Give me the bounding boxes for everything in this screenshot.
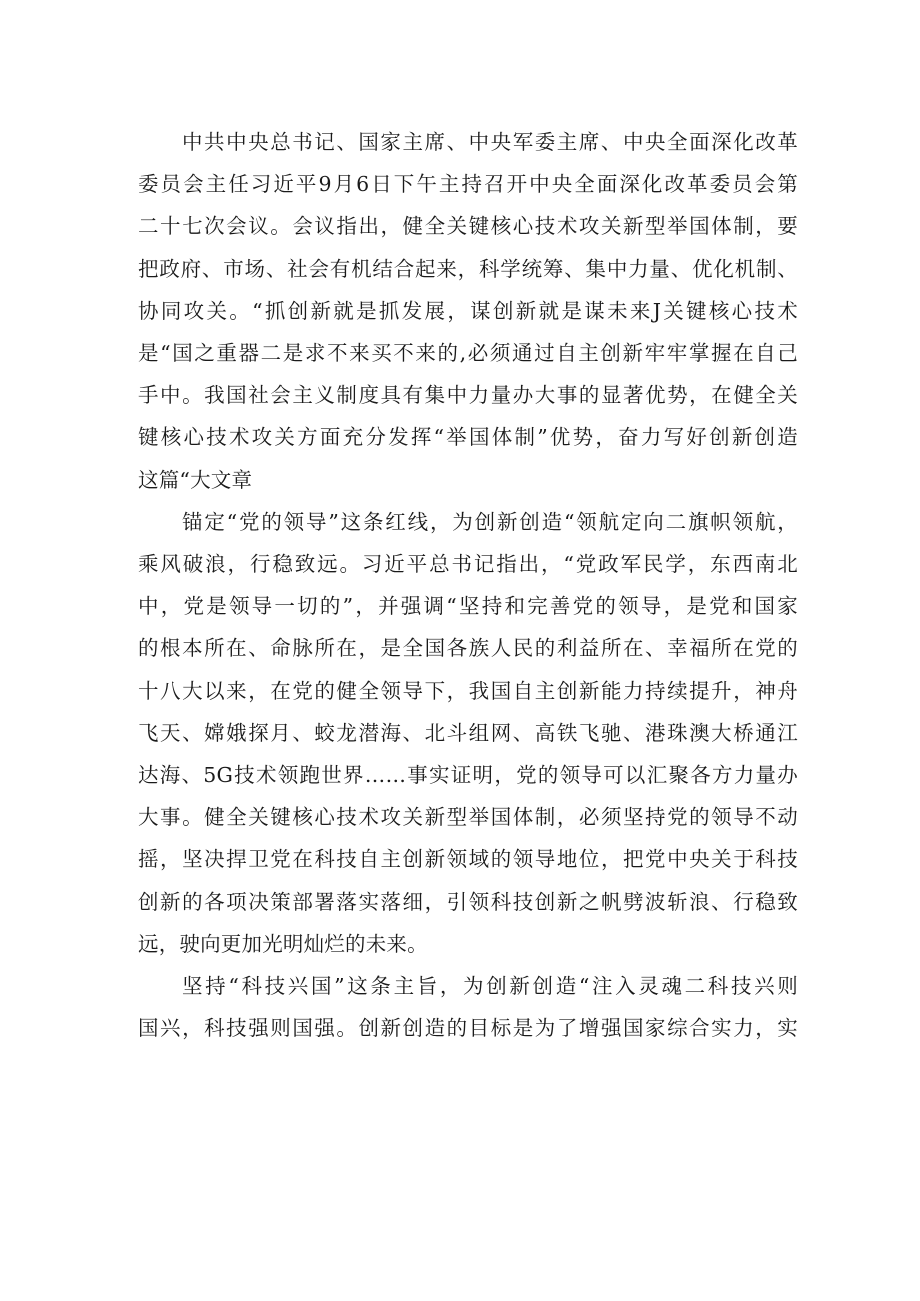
paragraph-1	[138, 121, 798, 501]
paragraph-2	[138, 501, 798, 965]
text-line: 二十七次会议。会议指出，健全关键核心技术攻关新型举国体制，要	[138, 214, 798, 239]
text-line: 中共中央总书记、国家主席、中央军委主席、中央全面深化改革	[182, 130, 798, 154]
text-line: 坚持“科技兴国”这条主旨，为创新创造“注入灵魂二科技兴则	[182, 974, 798, 999]
text-line: 的根本所在、命脉所在，是全国各族人民的利益所在、幸福所在党的	[138, 636, 798, 661]
text-line: 创新的各项决策部署落实落细，引领科技创新之帆劈波斩浪、行稳致	[138, 889, 798, 914]
text-line: 键核心技术攻关方面充分发挥“举国体制”优势，奋力写好创新创造	[138, 425, 798, 450]
text-line: 锚定“党的领导”这条红线，为创新创造“领航定向二旗帜领航，	[182, 509, 798, 534]
text-line: 飞天、嫦娥探月、蛟龙潜海、北斗组网、高铁飞驰、港珠澳大桥通江	[138, 720, 798, 745]
text-line: 达海、5G技术领跑世界……事实证明，党的领导可以汇聚各方力量办	[138, 763, 798, 788]
text-line: 是“国之重器二是求不来买不来的,必须通过自主创新牢牢掌握在自己	[138, 341, 798, 366]
text-line: 乘风破浪，行稳致远。习近平总书记指出，“党政军民学，东西南北	[138, 552, 798, 577]
text-line: 中，党是领导一切的”，并强调“坚持和完善党的领导，是党和国家	[138, 594, 798, 619]
text-line: 委员会主任习近平9月6日下午主持召开中央全面深化改革委员会第	[138, 172, 798, 197]
text-line: 摇，坚决捍卫党在科技自主创新领域的领导地位，把党中央关于科技	[138, 847, 798, 872]
text-line: 十八大以来，在党的健全领导下，我国自主创新能力持续提升，神舟	[138, 678, 798, 703]
text-line: 协同攻关。“抓创新就是抓发展，谋创新就是谋未来J关键核心技术	[138, 298, 798, 323]
text-line: 手中。我国社会主义制度具有集中力量办大事的显著优势，在健全关	[138, 383, 798, 408]
text-line: 这篇“大文章	[138, 467, 253, 492]
text-line: 国兴，科技强则国强。创新创造的目标是为了增强国家综合实力，实	[138, 1016, 798, 1041]
text-line: 远，驶向更加光明灿烂的未来。	[138, 931, 428, 956]
document-body	[138, 121, 798, 1049]
paragraph-3	[138, 965, 798, 1049]
text-line: 把政府、市场、社会有机结合起来，科学统筹、集中力量、优化机制、	[138, 256, 798, 281]
text-line: 大事。健全关键核心技术攻关新型举国体制，必须坚持党的领导不动	[138, 805, 798, 830]
